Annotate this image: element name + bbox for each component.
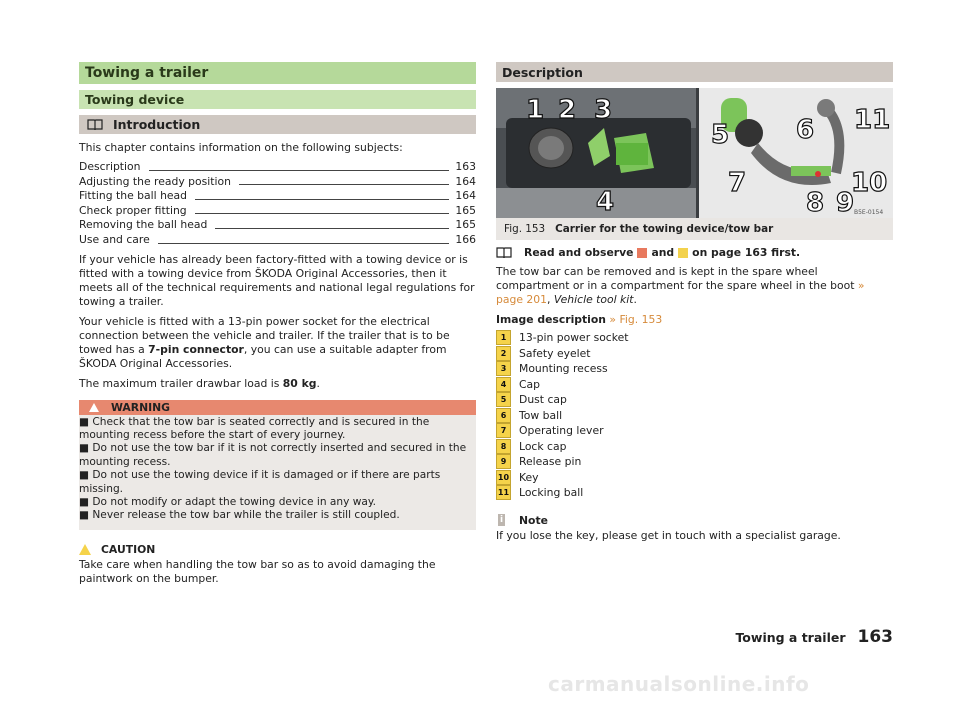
read-and-observe [496,246,893,259]
legend-number-badge: 3 [496,361,511,376]
legend-number-badge: 6 [496,408,511,423]
legend-label: Safety eyelet [519,346,591,360]
toc-entry[interactable] [79,204,476,219]
toc-label: Check proper fitting [79,203,187,217]
emphasis-7pin: 7-pin connector [148,342,244,356]
warning-list [79,415,476,525]
image-description-heading [496,313,893,327]
info-icon: i [499,515,504,525]
right-column [496,62,893,543]
read-and: and [651,246,675,259]
warning-icon [89,403,99,412]
figure-callout: 5 [711,120,730,150]
warning-square-icon [637,248,647,258]
toc-page: 166 [455,232,476,246]
figure-caption [496,218,893,240]
legend-label: Release pin [519,455,582,469]
section-heading: Towing device [79,90,476,109]
legend-item [496,408,893,424]
figure-code: B5E-0154 [854,209,884,216]
legend-item [496,392,893,408]
paragraph-drawbar-load [79,377,476,391]
legend-number-badge: 9 [496,454,511,469]
footer-title: Towing a trailer [735,629,846,645]
read-text: Read and observe [524,246,634,259]
chapter-heading: Towing a trailer [79,62,476,84]
figure-title: Carrier for the towing device/tow bar [555,223,774,235]
figure-callout: 6 [796,115,815,145]
figure-callout: 9 [836,188,855,218]
legend-item [496,470,893,486]
text: The tow bar can be removed and is kept in the spare wheel compartment or in a compartment for the spare wheel in the boot [496,265,858,292]
watermark: carmanualsonline.info [548,672,810,696]
legend-label: Tow ball [519,408,563,422]
tool-kit-ref: Vehicle tool kit [553,293,634,306]
legend-number-badge: 1 [496,330,511,345]
legend-label: Lock cap [519,439,567,453]
subsection-title: Introduction [113,117,201,132]
text: . [633,293,637,306]
toc-page: 164 [455,174,476,188]
figure-callout: 10 [851,168,888,198]
legend-label: Dust cap [519,393,567,407]
caution-square-icon [678,248,688,258]
description-heading: Description [496,62,893,82]
legend-item [496,361,893,377]
warning-title: WARNING [111,400,171,414]
legend-list [496,330,893,501]
left-column [79,62,476,586]
legend-number-badge: 11 [496,485,511,500]
table-of-contents [79,160,476,248]
warning-item: ■ Do not use the towing device if it is damaged or if there are parts missing. [79,469,441,495]
legend-number-badge: 8 [496,439,511,454]
figure-callout: 11 [854,105,891,135]
toc-entry[interactable] [79,175,476,190]
book-icon [496,247,512,259]
subsection-heading [79,115,476,134]
legend-label: Mounting recess [519,362,608,376]
legend-label: Locking ball [519,486,584,500]
text: , [547,293,554,306]
toc-leader [149,170,450,171]
toc-page: 164 [455,189,476,203]
paragraph-power-socket [79,315,476,371]
figure-link[interactable]: » Fig. 153 [609,313,663,326]
toc-label: Adjusting the ready position [79,174,231,188]
legend-label: 13-pin power socket [519,331,629,345]
read-suffix: on page 163 first. [692,246,801,259]
toc-leader [195,199,449,200]
note-text: If you lose the key, please get in touch with a specialist garage. [496,528,841,542]
warning-item: ■ Never release the tow bar while the trailer is still coupled. [79,509,400,522]
figure-153 [496,88,893,218]
legend-label: Operating lever [519,424,604,438]
note-title: Note [519,513,548,527]
toc-leader [158,243,450,244]
figure-callout: 8 [806,188,825,218]
legend-item [496,423,893,439]
page-number: 163 [857,627,893,647]
legend-number-badge: 7 [496,423,511,438]
legend-item [496,439,893,455]
paragraph-factory-fitted: If your vehicle has already been factory-fitted with a towing device or is fitted with a towing device from ŠKODA Original Accessories, then it meets all of the technical requirements and national legal regulations for towing a trailer. [79,252,475,308]
toc-page: 163 [455,160,476,173]
caution-header [79,543,476,556]
text: . [316,376,320,390]
text: Your vehicle is fitted with a 13-pin power socket for the electrical connection between the vehicle and trailer. If the trailer that is to be towed has a [79,314,450,356]
warning-item: ■ Check that the tow bar is seated correctly and is secured in the mounting recess before the start of every journey. [79,415,430,441]
legend-item [496,346,893,362]
image-description-label: Image description [496,313,606,326]
toc-entry[interactable] [79,233,476,248]
figure-callout: 7 [728,168,747,198]
toc-leader [215,228,449,229]
legend-number-badge: 10 [496,470,511,485]
legend-number-badge: 2 [496,346,511,361]
toc-entry[interactable] [79,189,476,204]
text: The maximum trailer drawbar load is [79,376,283,390]
legend-item [496,485,893,501]
figure-illustration [496,88,893,218]
page-link-201[interactable]: » page 201 [496,279,865,306]
toc-entry[interactable] [79,160,476,175]
text: , you can use a suitable adapter from ŠKODA Original Accessories. [79,342,447,370]
legend-number-badge: 5 [496,392,511,407]
legend-label: Key [519,470,539,484]
toc-page: 165 [455,203,476,217]
toc-page: 165 [455,218,476,232]
emphasis-load: 80 kg [282,376,317,390]
legend-item [496,454,893,470]
toc-entry[interactable] [79,218,476,233]
toc-leader [195,213,450,214]
warning-box [79,400,476,530]
book-icon [87,119,103,131]
intro-text: This chapter contains information on the following subjects: [79,141,403,154]
note-header [496,514,893,527]
toc-label: Removing the ball head [79,218,208,232]
warning-item: ■ Do not use the tow bar if it is not correctly inserted and secured in the mounting recess. [79,442,467,468]
legend-item [496,377,893,393]
toc-label: Description [79,160,141,173]
toc-label: Fitting the ball head [79,189,188,203]
figure-callout: 3 [594,95,613,125]
toc-leader [239,184,449,185]
caution-icon [79,544,91,555]
legend-number-badge: 4 [496,377,511,392]
paragraph-storage [496,265,893,307]
figure-callout: 1 [526,95,545,125]
legend-label: Cap [519,377,541,391]
caution-title: CAUTION [101,542,156,556]
figure-number: Fig. 153 [504,223,546,235]
warning-item: ■ Do not modify or adapt the towing device in any way. [79,496,377,508]
page-footer [735,627,893,647]
caution-text: Take care when handling the tow bar so as to avoid damaging the paintwork on the bumper. [79,557,436,585]
figure-callout: 2 [558,95,577,125]
toc-label: Use and care [79,232,150,246]
legend-item [496,330,893,346]
warning-header [79,400,476,415]
figure-callout: 4 [596,187,615,217]
